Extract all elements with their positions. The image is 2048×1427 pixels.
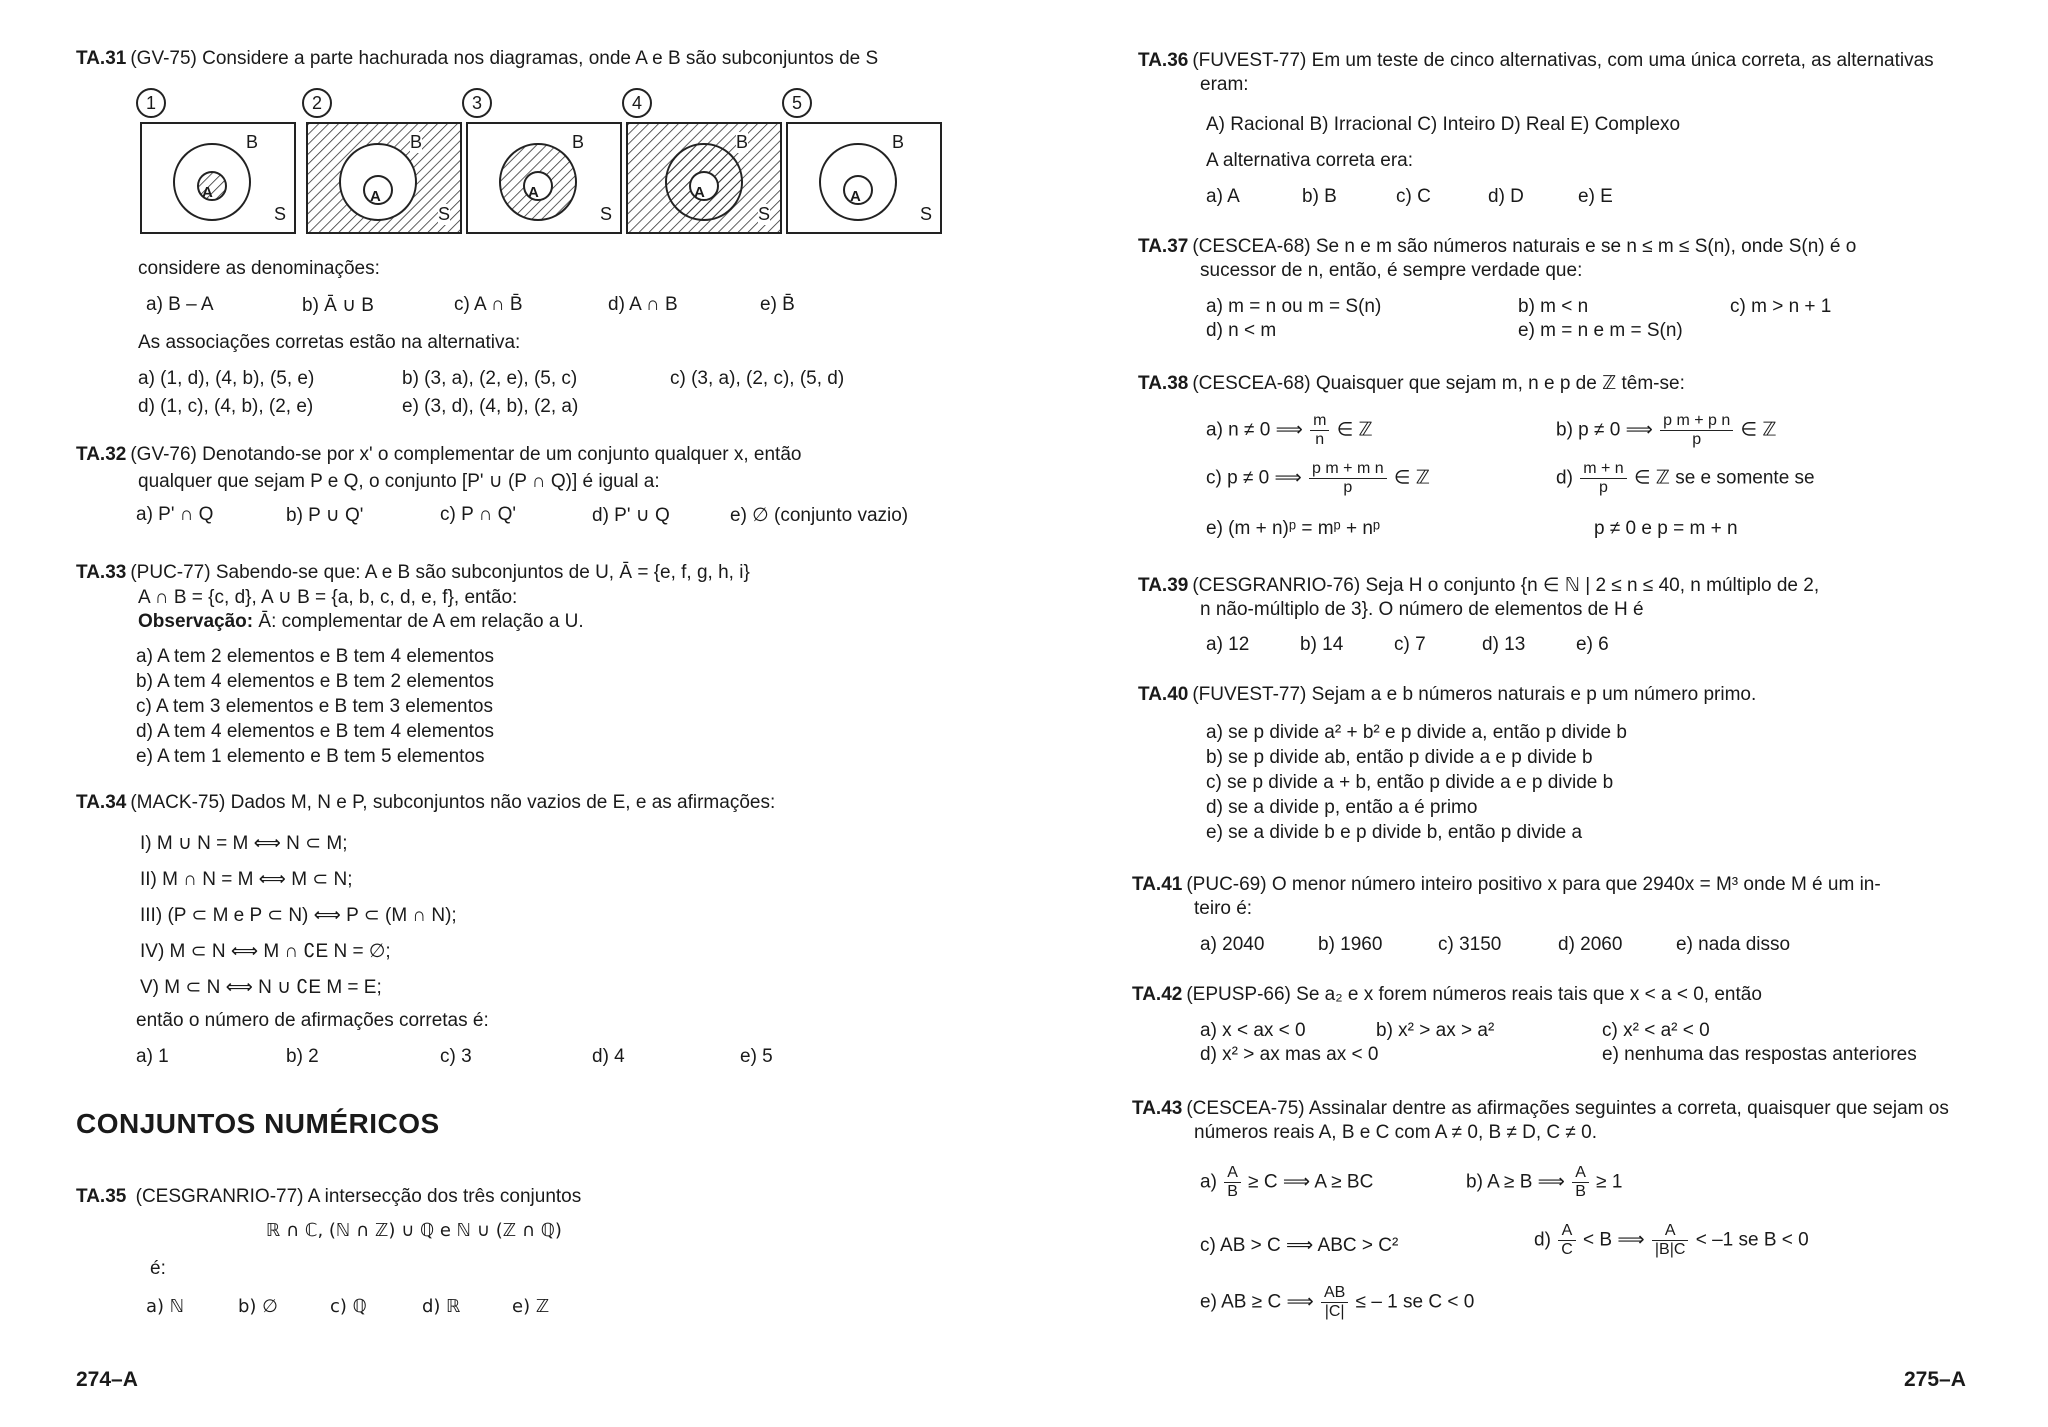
statement-5: V) M ⊂ N ⟺ N ∪ ∁E M = E; [140,977,382,998]
ta43-header [1132,1098,1949,1144]
ta32-line2: qualquer que sejam P e Q, o conjunto [P' ∪ (P ∩ Q)] é igual a: [138,471,660,492]
venn-diagram-1 [136,88,301,248]
ta36-line2: eram: [1200,74,1249,95]
page-number-right: 275–A [1904,1368,1966,1391]
fraction [1321,1284,1348,1321]
venn-1 [140,122,296,234]
choice-e-suffix: ≤ – 1 se C < 0 [1355,1291,1475,1313]
ta33-observation [76,611,750,633]
statement-4: IV) M ⊂ N ⟺ M ∩ ∁E N = ∅; [140,941,391,962]
ta32-line1: (GV-76) Denotando-se por x' o complementar de um conjunto qualquer x, então [130,444,802,465]
ta43-choice-c: c) AB > C ⟹ ABC > C² [1200,1235,1399,1256]
observation-label: Observação: [138,611,254,632]
choice-b: b) x² > ax > a² [1376,1020,1495,1041]
fraction [1660,412,1733,449]
choice-b-suffix: ∈ ℤ [1740,419,1777,441]
ta37-choices [1206,296,2026,346]
set-label-a: A [528,184,539,201]
choice-a-prefix: a) [1200,1171,1217,1193]
ta38-choice-e: e) (m + n)ᵖ = mᵖ + nᵖ [1206,518,1381,539]
denominator: p [1343,479,1353,496]
ta42-header [1132,984,1762,1006]
choice-a: a) x < ax < 0 [1200,1020,1306,1041]
set-label-a: A [694,184,705,201]
choice-a-prefix: a) n ≠ 0 ⟹ [1206,419,1303,441]
choice-c: c) C [1396,186,1431,207]
ta41-header [1132,874,1881,920]
statement-3: III) (P ⊂ M e P ⊂ N) ⟺ P ⊂ (M ∩ N); [140,905,457,926]
denomination-b: b) Ā ∪ B [302,295,374,316]
denominator: n [1315,431,1325,448]
ta31-diagrams [136,88,1146,248]
denomination-a: a) B – A [146,294,214,315]
choice-d-middle: < B ⟹ [1583,1229,1645,1251]
ta37-header [1138,236,1856,282]
venn-diagram-4 [622,88,787,248]
ta36-question: A alternativa correta era: [1206,150,1413,171]
ta36-number: TA.36 [1138,50,1189,71]
choice-a: a) 2040 [1200,934,1265,955]
choice-d-suffix: < –1 se B < 0 [1695,1229,1809,1251]
choice-d: d) 2060 [1558,934,1623,955]
ta40-text: (FUVEST-77) Sejam a e b números naturais e p um número primo. [1192,684,1757,705]
choice-d: d) x² > ax mas ax < 0 [1200,1044,1379,1065]
ta34-text: (MACK-75) Dados M, N e P, subconjuntos não vazios de E, e as afirmações: [130,792,776,813]
denominator: B [1227,1183,1238,1200]
venn-diagram-2 [302,88,467,248]
choice-a: a) A [1206,186,1240,207]
ta38-header [1138,372,1685,395]
choice-e: e) E [1578,186,1613,207]
choice-a: a) ℕ [146,1296,185,1317]
set-label-b: B [736,132,749,152]
numerator: A [1224,1164,1241,1183]
choice-b: b) P ∪ Q' [286,505,364,526]
set-label-s: S [600,204,613,224]
denomination-d: d) A ∩ B [608,294,678,315]
venn-5 [786,122,942,234]
ta31-assoc-intro: As associações corretas estão na alternativa: [138,332,521,353]
choice-e: e) A tem 1 elemento e B tem 5 elementos [136,746,485,767]
choice-c-prefix: c) p ≠ 0 ⟹ [1206,467,1302,489]
diagram-number-3: 3 [462,88,492,118]
ta35-header [76,1186,581,1208]
choice-b-suffix: ≥ 1 [1596,1171,1623,1193]
set-label-b: B [246,132,259,152]
choice-a-suffix: ∈ ℤ [1336,419,1373,441]
choice-c: c) m > n + 1 [1730,296,1832,317]
choice-a: a) m = n ou m = S(n) [1206,296,1382,317]
choice-e-prefix: e) AB ≥ C ⟹ [1200,1291,1314,1313]
ta37-line2: sucessor de n, então, é sempre verdade que: [1200,260,1583,281]
ta40-header [1138,684,1756,706]
ta32-header [76,444,801,493]
choice-b-prefix: b) A ≥ B ⟹ [1466,1171,1565,1193]
set-label-b: B [572,132,585,152]
set-label-a: A [850,188,861,205]
choice-c: c) A tem 3 elementos e B tem 3 elementos [136,696,493,717]
ta38-choice-d [1556,460,1815,497]
choice-c: c) 3 [440,1046,472,1067]
diagram-number-4: 4 [622,88,652,118]
denominator: B [1575,1183,1586,1200]
choice-c: c) ℚ [330,1296,367,1317]
section-title: CONJUNTOS NUMÉRICOS [76,1108,440,1139]
choice-e: e) 6 [1576,634,1609,655]
ta41-line1: (PUC-69) O menor número inteiro positivo x para que 2940x = M³ onde M é um in- [1186,874,1881,895]
diagram-number-5: 5 [782,88,812,118]
choice-e: e) m = n e m = S(n) [1518,320,1683,341]
choice-d: d) A tem 4 elementos e B tem 4 elementos [136,721,495,742]
set-label-b: B [892,132,905,152]
fraction [1558,1222,1576,1259]
ta36-line1: (FUVEST-77) Em um teste de cinco alternativas, com uma única correta, as alternativas [1192,50,1934,71]
choice-a: a) se p divide a² + b² e p divide a, então p divide b [1206,722,1627,743]
ta43-number: TA.43 [1132,1098,1183,1119]
ta35-is: é: [150,1258,166,1279]
ta37-number: TA.37 [1138,236,1189,257]
choice-a: a) 12 [1206,634,1250,655]
denomination-c: c) A ∩ B̄ [454,294,523,315]
set-label-b: B [410,132,423,152]
choice-d-prefix: d) [1556,467,1573,489]
numerator: p m + p n [1660,412,1733,431]
choice-d: d) (1, c), (4, b), (2, e) [138,396,314,417]
ta35-number: TA.35 [76,1186,127,1207]
choice-c-suffix: ∈ ℤ [1393,467,1430,489]
ta41-number: TA.41 [1132,874,1183,895]
fraction [1224,1164,1241,1201]
ta36-header [1138,50,1934,96]
choice-b: b) A tem 4 elementos e B tem 2 elementos [136,671,495,692]
choice-b: b) 14 [1300,634,1344,655]
ta39-choices [1206,634,1806,660]
numerator: m [1310,412,1329,431]
ta35-sets: ℝ ∩ ℂ, (ℕ ∩ ℤ) ∪ ℚ e ℕ ∪ (ℤ ∩ ℚ) [266,1220,562,1241]
choice-d: d) se a divide p, então a é primo [1206,797,1478,818]
choice-e: e) (3, d), (4, b), (2, a) [402,396,579,417]
ta33-line1: (PUC-77) Sabendo-se que: A e B são subconjuntos de U, Ā = {e, f, g, h, i} [130,562,750,583]
ta32-number: TA.32 [76,444,127,465]
right-page [1024,0,2048,1427]
ta32-choices [136,504,1016,530]
ta39-header [1138,574,1819,621]
set-label-s: S [758,204,771,224]
choice-a: a) A tem 2 elementos e B tem 4 elementos [136,646,495,667]
ta33-line2: A ∩ B = {c, d}, A ∪ B = {a, b, c, d, e, f}, então: [138,587,518,608]
choice-c: c) x² < a² < 0 [1602,1020,1710,1041]
ta38-number: TA.38 [1138,373,1189,394]
choice-a: a) (1, d), (4, b), (5, e) [138,368,315,389]
statement-2: II) M ∩ N = M ⟺ M ⊂ N; [140,869,353,890]
choice-a: a) 1 [136,1046,169,1067]
ta39-line2: n não-múltiplo de 3}. O número de elementos de H é [1200,599,1644,620]
ta43-choice-a [1200,1164,1373,1201]
choice-d: d) P' ∪ Q [592,505,670,526]
choice-e: e) se a divide b e p divide b, então p divide a [1206,822,1583,843]
ta34-conclusion: então o número de afirmações corretas é: [136,1010,489,1031]
venn-diagram-3 [462,88,627,248]
ta31-choices [138,368,1018,424]
choice-b-prefix: b) p ≠ 0 ⟹ [1556,419,1653,441]
ta41-line2: teiro é: [1194,898,1253,919]
choice-e: e) ℤ [512,1296,550,1317]
choice-e: e) nada disso [1676,934,1791,955]
choice-a: a) P' ∩ Q [136,504,214,525]
observation-text: Ā: complementar de A em relação a U. [258,611,584,632]
ta31-header [76,48,878,70]
venn-diagram-5 [782,88,947,248]
ta34-header [76,792,775,814]
ta38-choice-d-condition: p ≠ 0 e p = m + n [1594,518,1738,539]
choice-e: e) nenhuma das respostas anteriores [1602,1044,1917,1065]
ta31-intro: considere as denominações: [138,258,380,279]
ta38-choice-c [1206,460,1430,497]
numerator: AB [1321,1284,1348,1303]
choice-b: b) m < n [1518,296,1589,317]
denominator: p [1692,431,1702,448]
choice-b: b) ∅ [238,1296,278,1317]
ta43-line1: (CESCEA-75) Assinalar dentre as afirmações seguintes a correta, quaisquer que sejam os [1186,1098,1949,1119]
set-label-a: A [370,188,381,205]
choice-c: c) 7 [1394,634,1426,655]
denominator: C [1561,1241,1573,1258]
ta39-number: TA.39 [1138,575,1189,596]
ta31-denominations [146,294,1026,320]
ta38-choice-b [1556,412,1777,449]
choice-c: c) 3150 [1438,934,1502,955]
ta35-text: (CESGRANRIO-77) A intersecção dos três conjuntos [135,1186,582,1207]
fraction [1580,460,1626,497]
choice-b: b) B [1302,186,1337,207]
ta35-choices [146,1296,746,1322]
numerator: A [1558,1222,1576,1241]
fraction [1309,460,1387,497]
denominator: p [1598,479,1608,496]
ta42-number: TA.42 [1132,984,1183,1005]
ta37-line1: (CESCEA-68) Se n e m são números naturais e se n ≤ m ≤ S(n), onde S(n) é o [1192,236,1857,257]
ta33-choices [136,644,494,769]
choice-c: c) P ∩ Q' [440,504,517,525]
denominator: |C| [1324,1303,1345,1320]
ta34-statements [140,826,457,1006]
ta42-choices [1200,1020,2020,1070]
fraction [1310,412,1329,449]
ta33-number: TA.33 [76,562,127,583]
ta38-choice-a [1206,412,1373,449]
ta43-choice-d [1534,1222,1809,1259]
ta34-number: TA.34 [76,792,127,813]
venn-3 [466,122,622,234]
ta43-line2: números reais A, B e C com A ≠ 0, B ≠ D, C ≠ 0. [1194,1122,1597,1143]
choice-e: e) 5 [740,1046,773,1067]
ta36-alternatives: A) Racional B) Irracional C) Inteiro D) Real E) Complexo [1206,114,1681,135]
set-label-s: S [438,204,451,224]
choice-c: c) se p divide a + b, então p divide a e p divide b [1206,772,1614,793]
numerator: m + n [1580,460,1626,479]
ta43-choice-e [1200,1284,1474,1321]
ta41-choices [1200,934,1900,960]
numerator: p m + m n [1309,460,1387,479]
choice-a-suffix: ≥ C ⟹ A ≥ BC [1248,1171,1374,1193]
set-label-s: S [274,204,287,224]
ta40-number: TA.40 [1138,684,1189,705]
ta39-line1: (CESGRANRIO-76) Seja H o conjunto {n ∈ ℕ | 2 ≤ n ≤ 40, n múltiplo de 2, [1192,575,1820,596]
choice-c: c) (3, a), (2, c), (5, d) [670,368,845,389]
choice-b: b) (3, a), (2, e), (5, c) [402,368,578,389]
ta36-choices [1206,186,1706,212]
choice-e: e) ∅ (conjunto vazio) [730,505,909,526]
choice-d: d) 4 [592,1046,625,1067]
diagram-number-1: 1 [136,88,166,118]
choice-d: d) D [1488,186,1524,207]
ta42-text: (EPUSP-66) Se a₂ e x forem números reais tais que x < a < 0, então [1186,984,1762,1005]
ta31-text: (GV-75) Considere a parte hachurada nos diagramas, onde A e B são subconjuntos de S [130,48,879,69]
ta34-choices [136,1046,1016,1072]
choice-d: d) 13 [1482,634,1526,655]
choice-d-prefix: d) [1534,1229,1551,1251]
statement-1: I) M ∪ N = M ⟺ N ⊂ M; [140,833,348,854]
fraction [1572,1164,1589,1201]
denominator: |B|C [1654,1241,1686,1258]
numerator: A [1652,1222,1689,1241]
numerator: A [1572,1164,1589,1183]
ta33-header [76,562,750,633]
choice-b: b) 1960 [1318,934,1383,955]
diagram-number-2: 2 [302,88,332,118]
ta43-choice-b [1466,1164,1622,1201]
choice-d: d) ℝ [422,1296,461,1317]
ta38-text: (CESCEA-68) Quaisquer que sejam m, n e p de ℤ têm-se: [1192,373,1685,394]
ta40-choices [1206,720,1627,845]
choice-d: d) n < m [1206,320,1277,341]
set-label-a: A [202,184,213,201]
choice-d-suffix: ∈ ℤ se e somente se [1633,467,1815,489]
fraction [1652,1222,1689,1259]
page-number-left: 274–A [76,1368,138,1391]
choice-b: b) 2 [286,1046,319,1067]
set-label-s: S [920,204,933,224]
ta31-number: TA.31 [76,48,127,69]
choice-b: b) se p divide ab, então p divide a e p divide b [1206,747,1593,768]
denomination-e: e) B̄ [760,294,795,315]
